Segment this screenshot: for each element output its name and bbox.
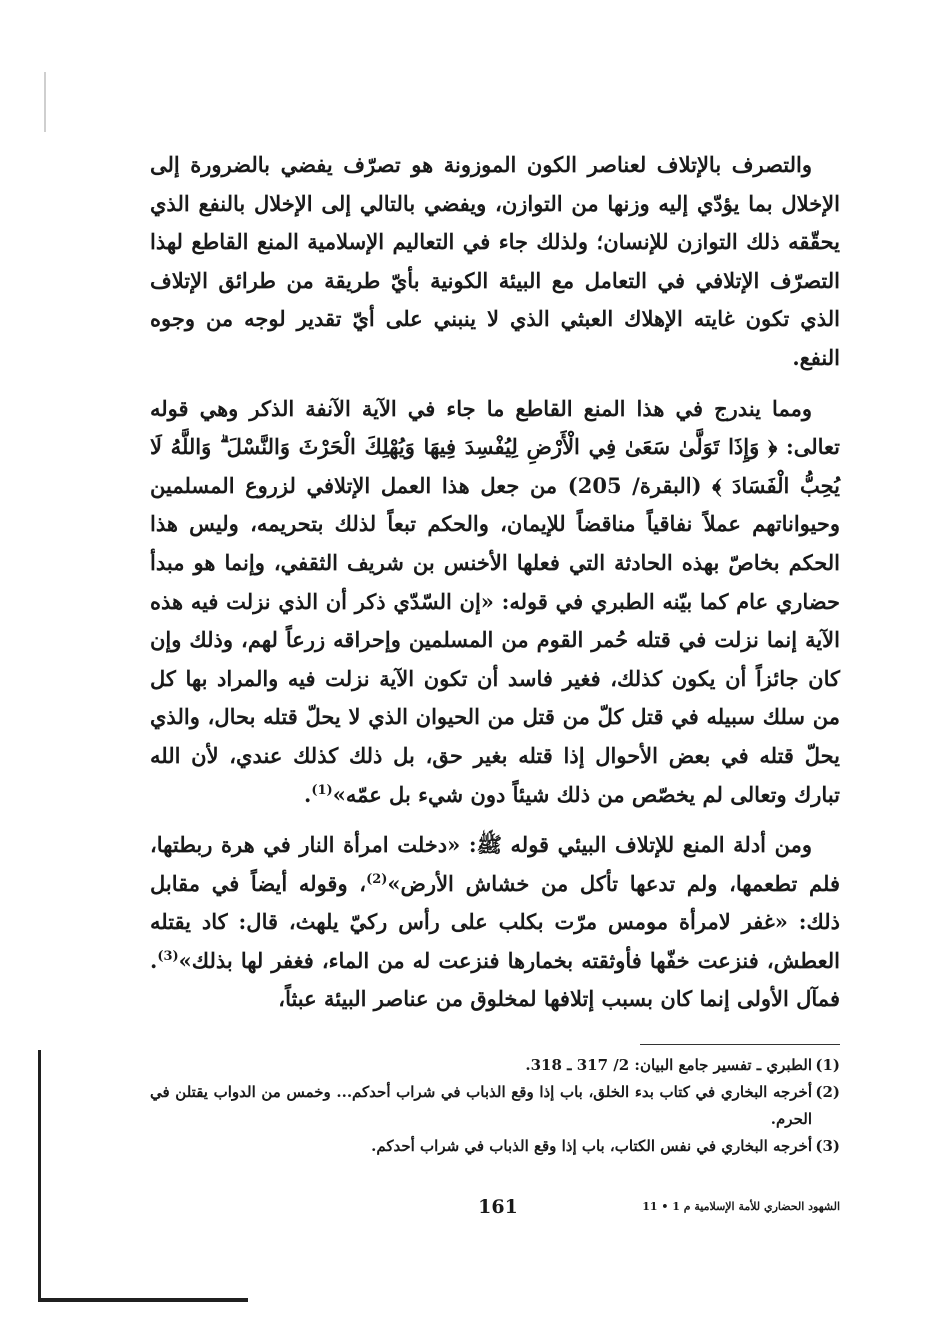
scan-edge-left bbox=[38, 1050, 41, 1302]
paragraph-2 bbox=[150, 390, 840, 815]
footnote-ref-3: (3) bbox=[157, 948, 179, 964]
quran-verse: ﴿ وَإِذَا تَوَلَّىٰ سَعَىٰ فِي الْأَرْضِ لِيُفْسِدَ فِيهَا وَيُهْلِكَ الْحَرْثَ وَالنَّسْلَ ۗ وَاللَّهُ لَا يُحِبُّ الْفَسَادَ ﴾ bbox=[150, 434, 840, 498]
main-body-text bbox=[150, 146, 840, 1031]
paragraph-2-end: . bbox=[304, 781, 312, 807]
footnote-item bbox=[150, 1079, 840, 1133]
footnote-number: (2) bbox=[815, 1083, 840, 1101]
footnotes bbox=[150, 1052, 840, 1160]
paragraph-1 bbox=[150, 146, 840, 378]
footnote-text: أخرجه البخاري في كتاب بدء الخلق، باب إذا وقع الذباب في شراب أحدكم... وخمس من الدواب يقتلن في الحرم. bbox=[150, 1083, 812, 1128]
scan-edge-top bbox=[44, 72, 46, 132]
paragraph-2-rest: (البقرة/ 205) من جعل هذا العمل الإتلافي لزروع المسلمين وحيواناتهم عملاً نفاقياً مناقضاً للإيمان، والحكم تبعاً لذلك بتحريمه، وليس هذا الحكم بخاصّ بهذه الحادثة التي فعلها الأخنس بن شريف الثقفي، وإنما هو مبدأ حضاري عام كما بيّنه الطبري في قوله: «إن السّدّي ذكر أن الذي نزلت فيه هذه الآية إنما نزلت في قتله حُمر القوم من المسلمين وإحراقه زرعاً لهم، وذلك وإن كان جائزاً أن يكون كذلك، فغير فاسد أن تكون الآية نزلت فيه والمراد بها كل من سلك سبيله في قتل كلّ من قتل من الحيوان الذي لا يحلّ قتله بحال، والذي يحلّ قتله في بعض الأحوال إذا قتله بغير حق، بل ذلك كذلك عندي، لأن الله تبارك وتعالى لم يخصّص من ذلك شيئاً دون شيء بل عمّه» bbox=[150, 472, 840, 807]
paragraph-3-part-b: ، وقوله أيضاً في مقابل ذلك: «غفر لامرأة مومس مرّت بكلب على رأس ركيّ يلهث، قال: كاد يقتله العطش، فنزعت خفّها فأوثقته بخمارها فنزعت له من الماء، فغفر لها بذلك» bbox=[150, 870, 840, 973]
footnote-text: الطبري ـ تفسير جامع البيان: 2/ 317 ـ 318. bbox=[525, 1056, 812, 1074]
running-footer: الشهود الحضاري للأمة الإسلامية م 1 • 11 bbox=[642, 1200, 840, 1213]
footnote-number: (3) bbox=[815, 1137, 840, 1155]
footnote-number: (1) bbox=[815, 1056, 840, 1074]
footnote-text: أخرجه البخاري في نفس الكتاب، باب إذا وقع الذباب في شراب أحدكم. bbox=[371, 1137, 812, 1155]
paragraph-3-part-c: . فمآل الأولى إنما كان بسبب إتلافها لمخلوق من عناصر البيئة عبثاً، bbox=[150, 947, 840, 1012]
footnote-ref-1: (1) bbox=[311, 782, 333, 798]
scan-edge-bottom bbox=[38, 1298, 248, 1302]
footnote-divider bbox=[640, 1044, 840, 1045]
paragraph-2-intro: ومما يندرج في هذا المنع القاطع ما جاء في الآية الآنفة الذكر وهي قوله تعالى: bbox=[150, 395, 840, 460]
page-number: 161 bbox=[478, 1196, 518, 1218]
paragraph-3-part-a: ومن أدلة المنع للإتلاف البيئي قوله ﷺ: «دخلت امرأة النار في هرة ربطتها، فلم تطعمها، ولم تدعها تأكل من خشاش الأرض» bbox=[150, 832, 840, 896]
footnote-item bbox=[150, 1133, 840, 1160]
footnote-item bbox=[150, 1052, 840, 1079]
paragraph-1-text: والتصرف بالإتلاف لعناصر الكون الموزونة هو تصرّف يفضي بالضرورة إلى الإخلال بما يؤدّي إليه وزنها من التوازن، ويفضي بالتالي إلى الإخلال بالنفع الذي يحقّقه ذلك التوازن للإنسان؛ ولذلك جاء في التعاليم الإسلامية المنع القاطع لهذا التصرّف الإتلافي في التعامل مع البيئة الكونية بأيّ طريقة من طرائق الإتلاف الذي تكون غايته الإهلاك العبثي الذي لا ينبني على أيّ تقدير لوجه من وجوه النفع. bbox=[150, 152, 840, 370]
paragraph-3 bbox=[150, 826, 840, 1019]
footnote-ref-2: (2) bbox=[366, 871, 388, 887]
